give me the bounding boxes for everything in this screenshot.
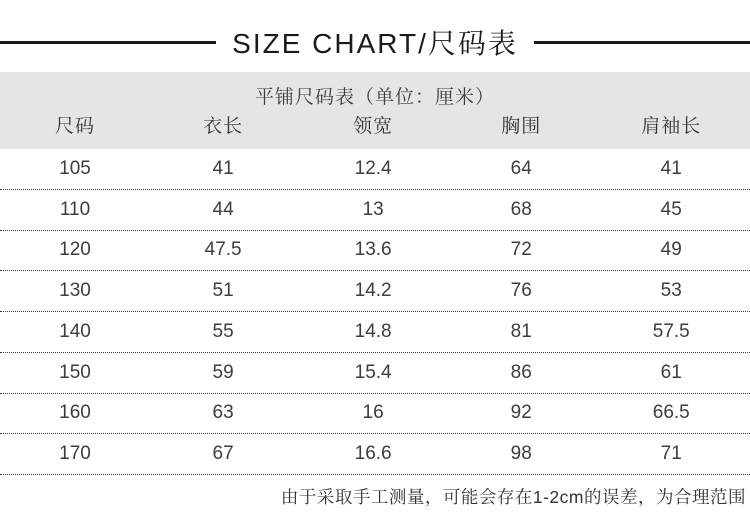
table-row bbox=[0, 312, 750, 353]
table-cell: 59 bbox=[212, 361, 234, 383]
table-row bbox=[0, 353, 750, 394]
table-header-band bbox=[0, 72, 750, 149]
table-cell: 49 bbox=[660, 239, 682, 261]
table-cell: 51 bbox=[212, 280, 234, 302]
table-subtitle: 平铺尺码表（单位：厘米） bbox=[254, 87, 495, 108]
table-cell: 130 bbox=[59, 280, 91, 302]
table-cell: 55 bbox=[212, 320, 234, 342]
table-cell: 64 bbox=[510, 157, 532, 179]
table-row bbox=[0, 394, 750, 435]
table-cell: 57.5 bbox=[652, 320, 690, 342]
table-cell: 63 bbox=[212, 402, 234, 424]
table-cell: 16.6 bbox=[354, 443, 392, 465]
table-cell: 92 bbox=[510, 402, 532, 424]
header-cell-garment-length: 衣长 bbox=[203, 116, 244, 137]
table-cell: 44 bbox=[212, 198, 234, 220]
table-cell: 120 bbox=[59, 239, 91, 261]
table-cell: 15.4 bbox=[354, 361, 392, 383]
title-rule-right bbox=[534, 41, 750, 44]
table-cell: 98 bbox=[510, 443, 532, 465]
table-cell: 13 bbox=[362, 198, 384, 220]
table-header-row bbox=[0, 111, 750, 138]
table-cell: 71 bbox=[660, 443, 682, 465]
table-cell: 160 bbox=[59, 402, 91, 424]
table-row bbox=[0, 190, 750, 231]
header-cell-chest: 胸围 bbox=[501, 116, 542, 137]
table-cell: 67 bbox=[212, 443, 234, 465]
header-cell-shoulder-sleeve: 肩袖长 bbox=[641, 116, 702, 137]
table-cell: 105 bbox=[59, 157, 91, 179]
table-cell: 110 bbox=[59, 198, 91, 220]
header-cell-size: 尺码 bbox=[54, 116, 95, 137]
table-cell: 14.8 bbox=[354, 320, 392, 342]
table-cell: 41 bbox=[212, 157, 234, 179]
title-bar bbox=[0, 0, 750, 72]
table-cell: 68 bbox=[510, 198, 532, 220]
header-cell-neck-width: 领宽 bbox=[353, 116, 394, 137]
table-cell: 66.5 bbox=[652, 402, 690, 424]
page-title: SIZE CHART/尺码表 bbox=[232, 28, 518, 59]
table-cell: 150 bbox=[59, 361, 91, 383]
table-row bbox=[0, 271, 750, 312]
table-cell: 47.5 bbox=[204, 239, 242, 261]
table-cell: 140 bbox=[59, 320, 91, 342]
table-row bbox=[0, 231, 750, 272]
table-cell: 16 bbox=[362, 402, 384, 424]
table-cell: 170 bbox=[59, 443, 91, 465]
table-cell: 13.6 bbox=[354, 239, 392, 261]
table-cell: 45 bbox=[660, 198, 682, 220]
table-row bbox=[0, 434, 750, 475]
table-cell: 81 bbox=[510, 320, 532, 342]
table-cell: 14.2 bbox=[354, 280, 392, 302]
table-cell: 61 bbox=[660, 361, 682, 383]
table-body bbox=[0, 149, 750, 475]
footer-note: 由于采取手工测量，可能会存在1-2cm的误差，为合理范围 bbox=[280, 487, 746, 507]
table-cell: 53 bbox=[660, 280, 682, 302]
table-cell: 76 bbox=[510, 280, 532, 302]
table-cell: 86 bbox=[510, 361, 532, 383]
table-row bbox=[0, 149, 750, 190]
title-rule-left bbox=[0, 41, 216, 44]
table-cell: 72 bbox=[510, 239, 532, 261]
table-cell: 12.4 bbox=[354, 157, 392, 179]
table-cell: 41 bbox=[660, 157, 682, 179]
